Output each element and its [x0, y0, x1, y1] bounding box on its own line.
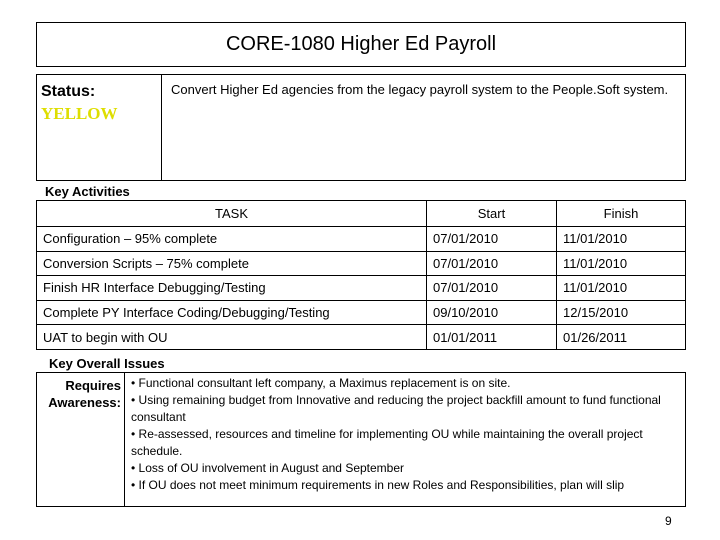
finish-cell: 12/15/2010	[557, 300, 686, 325]
task-cell: Configuration – 95% complete	[37, 227, 427, 252]
issue-item: • Using remaining budget from Innovative and reducing the project backfill amount to fund functional consultant	[131, 393, 661, 424]
table-row	[37, 325, 686, 350]
key-activities-label: Key Activities	[45, 184, 130, 199]
issue-item: • Functional consultant left company, a Maximus replacement is on site.	[131, 376, 511, 390]
title-box	[36, 22, 686, 67]
status-description: Convert Higher Ed agencies from the legacy payroll system to the People.Soft system.	[171, 82, 669, 97]
table-row	[37, 227, 686, 252]
requires-label: Requires	[65, 378, 121, 393]
page-title: CORE-1080 Higher Ed Payroll	[225, 33, 497, 55]
status-value: YELLOW	[41, 104, 118, 123]
issue-item: • Re-assessed, resources and timeline for implementing OU while maintaining the overall project schedule.	[131, 427, 643, 458]
table-header-row	[37, 201, 686, 227]
task-cell: Conversion Scripts – 75% complete	[37, 251, 427, 276]
status-label: Status:	[41, 83, 96, 100]
task-cell: UAT to begin with OU	[37, 325, 427, 350]
start-cell: 01/01/2011	[427, 325, 557, 350]
finish-cell: 11/01/2010	[557, 227, 686, 252]
task-cell: Finish HR Interface Debugging/Testing	[37, 276, 427, 301]
issues-divider	[124, 372, 125, 507]
table-row	[37, 300, 686, 325]
task-cell: Complete PY Interface Coding/Debugging/Testing	[37, 300, 427, 325]
issue-item: • If OU does not meet minimum requirements in new Roles and Responsibilities, plan will slip	[131, 478, 625, 492]
issue-item: • Loss of OU involvement in August and September	[131, 461, 405, 475]
issues-list	[131, 375, 683, 494]
status-divider	[161, 74, 162, 181]
finish-cell: 11/01/2010	[557, 276, 686, 301]
header-finish: Finish	[557, 201, 686, 227]
start-cell: 07/01/2010	[427, 276, 557, 301]
key-issues-label: Key Overall Issues	[49, 356, 165, 371]
finish-cell: 11/01/2010	[557, 251, 686, 276]
table-row	[37, 251, 686, 276]
start-cell: 07/01/2010	[427, 227, 557, 252]
start-cell: 09/10/2010	[427, 300, 557, 325]
start-cell: 07/01/2010	[427, 251, 557, 276]
requires-awareness-label	[37, 377, 121, 411]
key-activities-table	[36, 200, 686, 350]
header-start: Start	[427, 201, 557, 227]
table-row	[37, 276, 686, 301]
awareness-label: Awareness:	[48, 395, 121, 410]
header-task: TASK	[37, 201, 427, 227]
page-number: 9	[665, 514, 672, 528]
finish-cell: 01/26/2011	[557, 325, 686, 350]
